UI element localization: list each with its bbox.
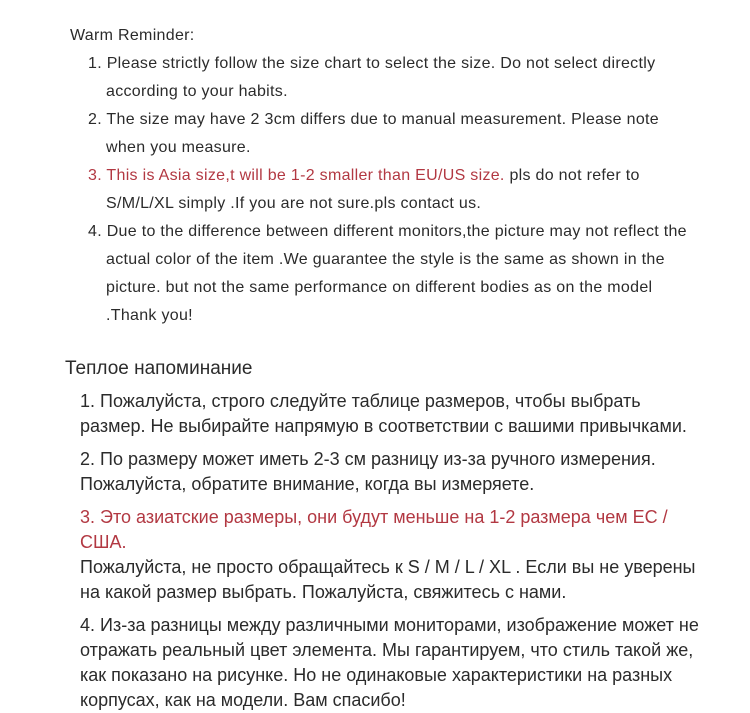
item-text: The size may have 2 3cm differs due to manual measurement. Please note when you measure. [106,111,659,156]
english-reminder-item-1 [88,50,695,106]
item-number: 4. [80,615,96,635]
english-reminder-item-2 [88,106,695,162]
item-number: 2. [88,111,102,128]
english-warm-reminder-section [70,22,695,330]
item-text: Due to the difference between different monitors,the picture may not reflect the actual color of the item .We guarantee the style is the same as shown in the picture. but not the same performance on different bodies as on the model .Thank you! [106,223,687,324]
item-text: Пожалуйста, не просто обращайтесь к S / M / L / XL . Если вы не уверены на какой размер выбрать. Пожалуйста, свяжитесь с нами. [80,557,696,602]
item-number: 4. [88,223,102,240]
item-number: 2. [80,449,96,469]
item-number: 1. [88,55,102,72]
russian-reminder-item-3 [80,505,705,605]
item-text: Пожалуйста, строго следуйте таблице размеров, чтобы выбрать размер. Не выбирайте напрямую в соответствии с вашими привычками. [80,391,687,436]
item-number: 3. [88,167,102,184]
russian-reminder-item-1 [80,389,705,439]
asia-size-warning-line [80,505,705,555]
item-number: 3. [80,507,96,527]
asia-size-warning-text: This is Asia size,t will be 1-2 smaller than EU/US size. [106,167,505,184]
russian-reminder-item-4 [80,613,705,713]
item-number: 1. [80,391,96,411]
english-section-title: Warm Reminder: [70,27,195,44]
item-text: Из-за разницы между различными мониторами, изображение может не отражать реальный цвет элемента. Мы гарантируем, что стиль такой же, как показано на рисунке. Но не одинаковые характеристики на разных корпусах, как на модели. Вам спасибо! [80,615,699,710]
english-reminder-item-3 [88,162,695,218]
russian-section-title: Теплое напоминание [65,358,253,379]
english-reminder-item-4 [88,218,695,330]
item-text: По размеру может иметь 2-3 см разницу из-за ручного измерения. Пожалуйста, обратите внимание, когда вы измеряете. [80,449,656,494]
item-text: pls do not refer to S/M/L/XL simply .If you are not sure.pls contact us. [106,167,640,212]
russian-warm-reminder-section [65,356,705,713]
item-text: Please strictly follow the size chart to select the size. Do not select directly according to your habits. [106,55,656,100]
russian-reminder-item-2 [80,447,705,497]
asia-size-warning-text: Это азиатские размеры, они будут меньше на 1-2 размера чем ЕС / США. [80,507,668,552]
